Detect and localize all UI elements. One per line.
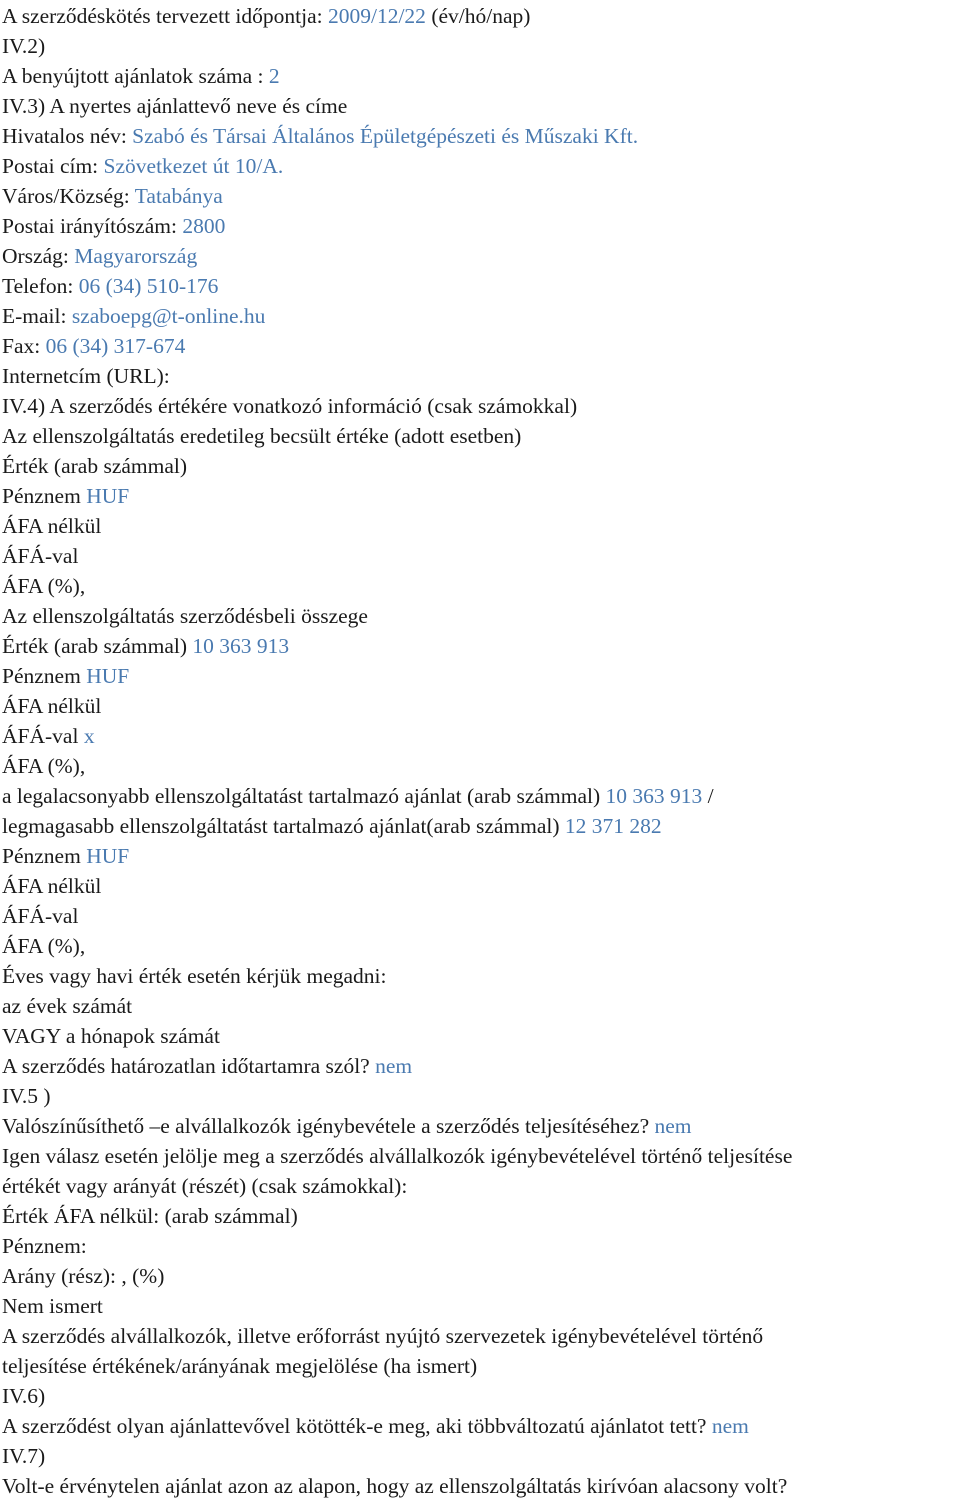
document-line: [2, 781, 960, 811]
document-line: [2, 691, 960, 721]
field-label: Város/Község:: [2, 184, 135, 208]
field-label: ÁFA nélkül: [2, 514, 102, 538]
field-label: a legalacsonyabb ellenszolgáltatást tartalmazó ajánlat (arab számmal): [2, 784, 606, 808]
document-line: [2, 571, 960, 601]
document-line: [2, 931, 960, 961]
field-label: ÁFÁ-val: [2, 724, 84, 748]
field-value: 2: [268, 64, 280, 88]
field-label: Pénznem: [2, 844, 87, 868]
field-label: Igen válasz esetén jelölje meg a szerződés alvállalkozók igénybevételével történő teljesítése: [2, 1144, 793, 1168]
field-label: Arány (rész): , (%): [2, 1264, 165, 1288]
field-label: Pénznem: [2, 664, 87, 688]
field-label: ÁFA (%),: [2, 754, 86, 778]
document-line: [2, 181, 960, 211]
field-value: Tatabánya: [134, 184, 223, 208]
field-label: IV.5 ): [2, 1084, 51, 1108]
field-label: A benyújtott ajánlatok száma :: [2, 64, 269, 88]
document-line: [2, 961, 960, 991]
field-label: Pénznem:: [2, 1234, 87, 1258]
field-label: Érték (arab számmal): [2, 454, 188, 478]
field-label: IV.7): [2, 1444, 46, 1468]
document-line: [2, 121, 960, 151]
field-label: IV.6): [2, 1384, 46, 1408]
field-label: E-mail:: [2, 304, 72, 328]
field-value: HUF: [86, 844, 130, 868]
document-line: [2, 271, 960, 301]
document-body: [2, 1, 960, 1501]
field-label: Nem ismert: [2, 1294, 103, 1318]
document-line: [2, 1, 960, 31]
document-line: [2, 1321, 960, 1351]
field-label: IV.4) A szerződés értékére vonatkozó információ (csak számokkal): [2, 394, 578, 418]
field-label: ÁFA nélkül: [2, 694, 102, 718]
field-label: értékét vagy arányát (részét) (csak számokkal):: [2, 1174, 408, 1198]
field-value: 12 371 282: [564, 814, 662, 838]
document-line: [2, 1471, 960, 1501]
document-line: [2, 871, 960, 901]
field-label: IV.3) A nyertes ajánlattevő neve és címe: [2, 94, 348, 118]
field-value: 10 363 913: [192, 634, 290, 658]
field-value: Magyarország: [74, 244, 198, 268]
document-line: [2, 1201, 960, 1231]
field-label: Az ellenszolgáltatás eredetileg becsült értéke (adott esetben): [2, 424, 522, 448]
field-label: IV.2): [2, 34, 46, 58]
document-line: [2, 151, 960, 181]
field-value: nem: [375, 1054, 413, 1078]
field-value: nem: [711, 1414, 749, 1438]
field-label: Fax:: [2, 334, 46, 358]
field-label: ÁFA (%),: [2, 574, 86, 598]
document-line: [2, 61, 960, 91]
field-value: 06 (34) 510-176: [78, 274, 219, 298]
document-line: [2, 601, 960, 631]
document-line: [2, 811, 960, 841]
document-line: [2, 451, 960, 481]
document-line: [2, 211, 960, 241]
document-line: [2, 661, 960, 691]
document-line: [2, 991, 960, 1021]
document-line: [2, 1411, 960, 1441]
field-value: nem: [654, 1114, 692, 1138]
field-label: legmagasabb ellenszolgáltatást tartalmazó ajánlat(arab számmal): [2, 814, 565, 838]
field-label: A szerződés határozatlan időtartamra szól?: [2, 1054, 376, 1078]
document-line: [2, 481, 960, 511]
field-label: ÁFA (%),: [2, 934, 86, 958]
document-line: [2, 721, 960, 751]
document-line: [2, 1441, 960, 1471]
field-label: az évek számát: [2, 994, 133, 1018]
field-label: ÁFÁ-val: [2, 544, 79, 568]
document-line: [2, 91, 960, 121]
field-label: ÁFÁ-val: [2, 904, 79, 928]
field-label: Érték ÁFA nélkül: (arab számmal): [2, 1204, 298, 1228]
field-label: Hivatalos név:: [2, 124, 133, 148]
field-label: Pénznem: [2, 484, 87, 508]
document-line: [2, 1231, 960, 1261]
document-line: [2, 541, 960, 571]
document-line: [2, 301, 960, 331]
field-value: 10 363 913: [605, 784, 703, 808]
field-label: Postai irányítószám:: [2, 214, 183, 238]
document-line: [2, 751, 960, 781]
document-line: [2, 511, 960, 541]
document-line: [2, 361, 960, 391]
document-line: [2, 1081, 960, 1111]
field-value: 06 (34) 317-674: [45, 334, 186, 358]
document-line: [2, 1351, 960, 1381]
document-line: [2, 1111, 960, 1141]
field-value: x: [83, 724, 95, 748]
field-label: A szerződéskötés tervezett időpontja:: [2, 4, 328, 28]
field-label: A szerződést olyan ajánlattevővel kötötték-e meg, aki többváltozatú ajánlatot tett?: [2, 1414, 712, 1438]
field-label: Ország:: [2, 244, 75, 268]
document-line: [2, 1381, 960, 1411]
document-line: [2, 1141, 960, 1171]
document-line: [2, 1021, 960, 1051]
field-label: Az ellenszolgáltatás szerződésbeli összege: [2, 604, 368, 628]
document-line: [2, 1291, 960, 1321]
field-suffix: /: [702, 784, 714, 808]
field-value: Szabó és Társai Általános Épületgépészeti és Műszaki Kft.: [132, 124, 639, 148]
field-value: HUF: [86, 664, 130, 688]
field-label: Telefon:: [2, 274, 79, 298]
document-line: [2, 631, 960, 661]
document-line: [2, 1261, 960, 1291]
field-label: VAGY a hónapok számát: [2, 1024, 220, 1048]
field-label: Postai cím:: [2, 154, 104, 178]
field-label: Valószínűsíthető –e alvállalkozók igénybevétele a szerződés teljesítéséhez?: [2, 1114, 655, 1138]
field-value: 2800: [182, 214, 226, 238]
field-label: Volt-e érvénytelen ajánlat azon az alapon, hogy az ellenszolgáltatás kirívóan alacsony volt?: [2, 1474, 788, 1498]
document-line: [2, 1171, 960, 1201]
field-label: Éves vagy havi érték esetén kérjük megadni:: [2, 964, 387, 988]
document-line: [2, 841, 960, 871]
field-label: Internetcím (URL):: [2, 364, 170, 388]
field-label: ÁFA nélkül: [2, 874, 102, 898]
document-line: [2, 421, 960, 451]
document-line: [2, 391, 960, 421]
field-suffix: (év/hó/nap): [425, 4, 531, 28]
field-label: teljesítése értékének/arányának megjelölése (ha ismert): [2, 1354, 478, 1378]
field-label: Érték (arab számmal): [2, 634, 193, 658]
field-label: A szerződés alvállalkozók, illetve erőforrást nyújtó szervezetek igénybevételével történő: [2, 1324, 764, 1348]
document-line: [2, 901, 960, 931]
field-value: HUF: [86, 484, 130, 508]
document-line: [2, 31, 960, 61]
field-value: 2009/12/22: [327, 4, 426, 28]
document-line: [2, 241, 960, 271]
document-line: [2, 1051, 960, 1081]
document-line: [2, 331, 960, 361]
field-value: szaboepg@t-online.hu: [71, 304, 266, 328]
field-value: Szövetkezet út 10/A.: [103, 154, 284, 178]
